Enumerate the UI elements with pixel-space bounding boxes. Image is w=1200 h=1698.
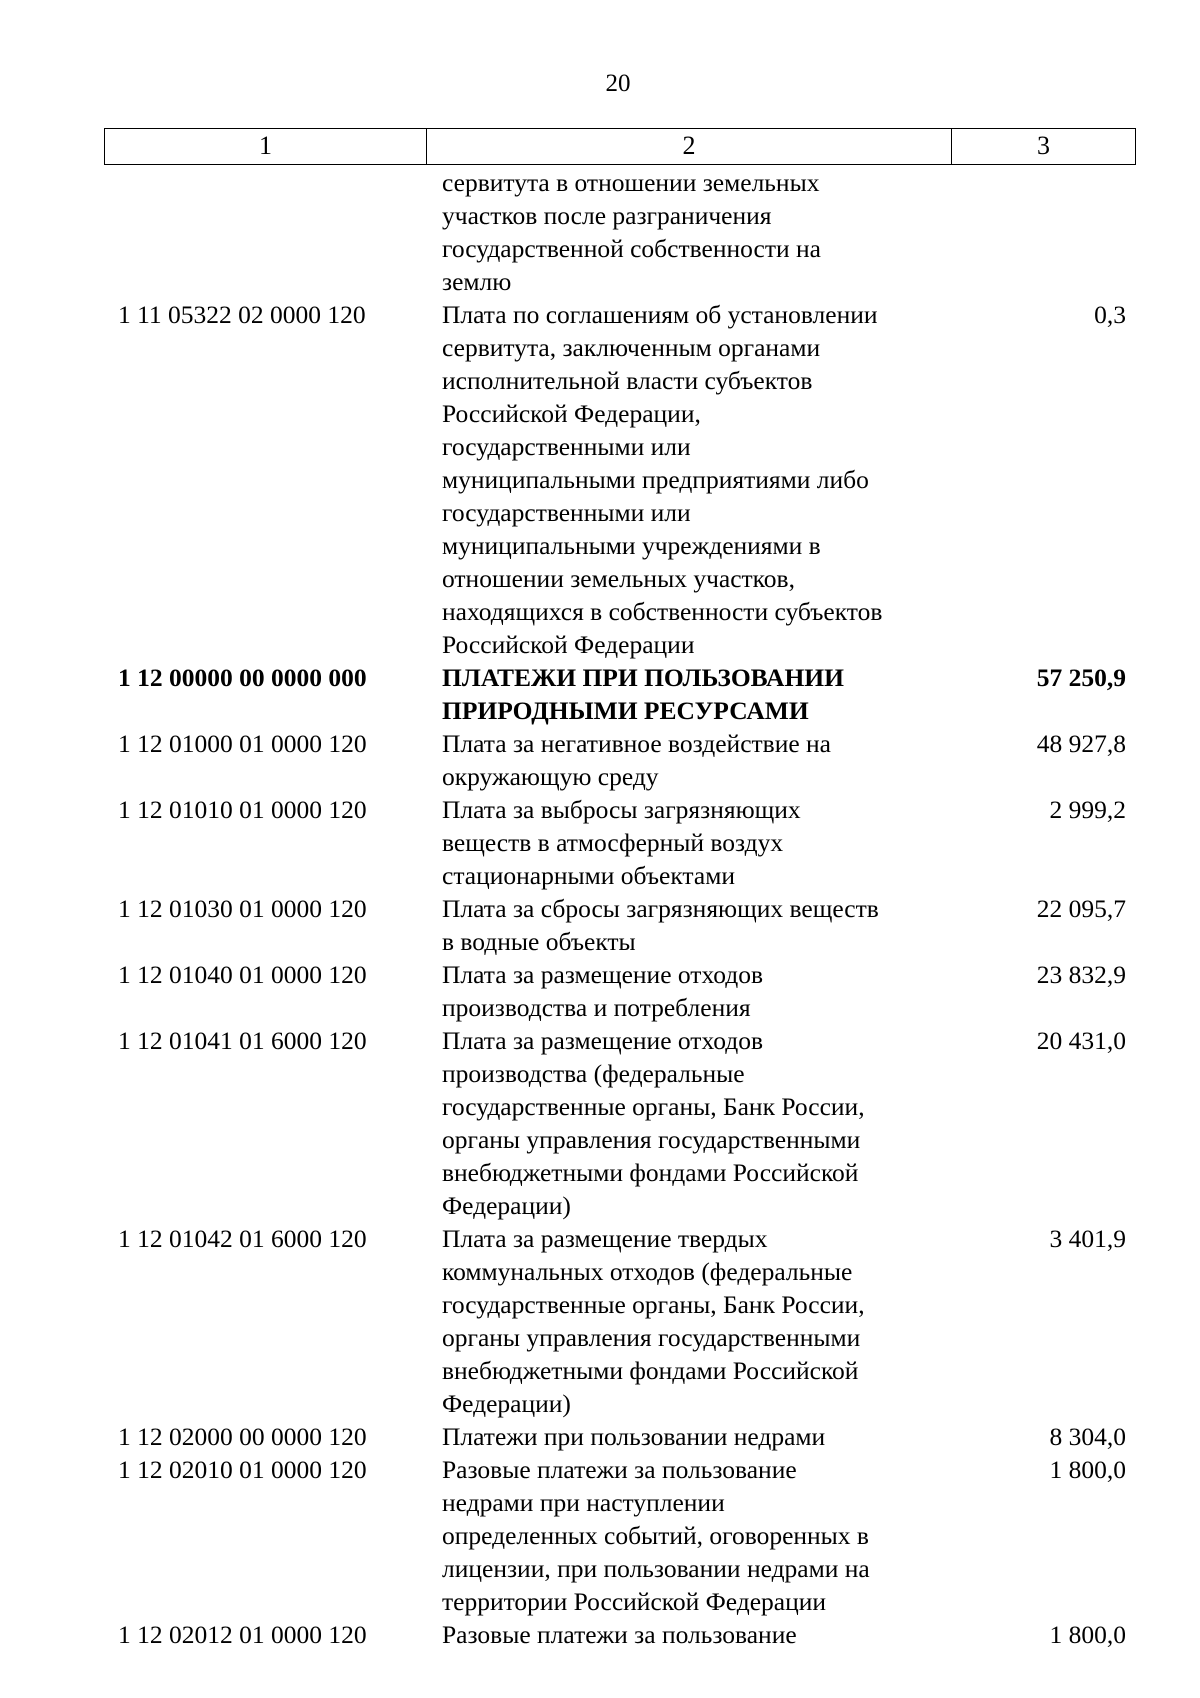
row-code: 1 12 00000 00 0000 000 bbox=[118, 663, 367, 692]
header-col-1: 1 bbox=[105, 129, 427, 164]
row-amount: 48 927,8 bbox=[1036, 729, 1126, 758]
table-row bbox=[104, 1222, 1136, 1420]
table-row bbox=[104, 166, 1136, 298]
row-code: 1 12 01030 01 0000 120 bbox=[118, 894, 367, 923]
header-col-2: 2 bbox=[427, 129, 952, 164]
row-amount: 20 431,0 bbox=[1036, 1026, 1126, 1055]
row-code: 1 12 01010 01 0000 120 bbox=[118, 795, 367, 824]
row-amount: 8 304,0 bbox=[1049, 1422, 1126, 1451]
row-description: Разовые платежи за пользование недрами при наступлении определенных событий, оговоренных в лицензии, при пользовании недрами на территории Российской Федерации bbox=[442, 1455, 870, 1616]
table-body bbox=[104, 166, 1136, 1651]
row-description: Плата за выбросы загрязняющих веществ в атмосферный воздух стационарными объектами bbox=[442, 795, 801, 890]
row-amount: 57 250,9 bbox=[1036, 663, 1126, 692]
row-code: 1 12 01042 01 6000 120 bbox=[118, 1224, 367, 1253]
table-row bbox=[104, 661, 1136, 727]
row-description: ПЛАТЕЖИ ПРИ ПОЛЬЗОВАНИИ ПРИРОДНЫМИ РЕСУРСАМИ bbox=[442, 663, 844, 725]
row-amount: 2 999,2 bbox=[1049, 795, 1126, 824]
row-description: Разовые платежи за пользование bbox=[442, 1620, 797, 1649]
row-description: Плата за размещение твердых коммунальных отходов (федеральные государственные органы, Банк России, органы управления государственными внебюджетными фондами Российской Федерации) bbox=[442, 1224, 865, 1418]
row-description: Плата за размещение отходов производства и потребления bbox=[442, 960, 764, 1022]
table-header bbox=[104, 128, 1136, 165]
row-code: 1 12 02012 01 0000 120 bbox=[118, 1620, 367, 1649]
table-row bbox=[104, 793, 1136, 892]
row-amount: 3 401,9 bbox=[1049, 1224, 1126, 1253]
page-number: 20 bbox=[605, 70, 631, 97]
row-amount: 1 800,0 bbox=[1049, 1620, 1126, 1649]
row-amount: 1 800,0 bbox=[1049, 1455, 1126, 1484]
row-amount: 0,3 bbox=[1094, 300, 1126, 329]
row-code: 1 12 02000 00 0000 120 bbox=[118, 1422, 367, 1451]
row-amount: 23 832,9 bbox=[1036, 960, 1126, 989]
header-col-3: 3 bbox=[1037, 131, 1050, 160]
table-row bbox=[104, 727, 1136, 793]
table-row bbox=[104, 892, 1136, 958]
row-amount: 22 095,7 bbox=[1036, 894, 1126, 923]
row-description: Плата за сбросы загрязняющих веществ в водные объекты bbox=[442, 894, 879, 956]
row-description: Плата за негативное воздействие на окружающую среду bbox=[442, 729, 831, 791]
row-description: Платежи при пользовании недрами bbox=[442, 1422, 826, 1451]
row-code: 1 12 01040 01 0000 120 bbox=[118, 960, 367, 989]
table-row bbox=[104, 1024, 1136, 1222]
row-code: 1 12 02010 01 0000 120 bbox=[118, 1455, 367, 1484]
table-row bbox=[104, 298, 1136, 661]
row-description: Плата за размещение отходов производства (федеральные государственные органы, Банк России, органы управления государственными внебюджетными фондами Российской Федерации) bbox=[442, 1026, 865, 1220]
table-row bbox=[104, 1420, 1136, 1453]
row-description: Плата по соглашениям об установлении сервитута, заключенным органами исполнительной власти субъектов Российской Федерации, государственными или муниципальными предприятиями либо государственными или муниципальными учреждениями в отношении земельных участков, находящихся в собственности субъектов Российской Федерации bbox=[442, 300, 883, 659]
row-code: 1 11 05322 02 0000 120 bbox=[118, 300, 366, 329]
table-row bbox=[104, 1618, 1136, 1651]
row-description: сервитута в отношении земельных участков после разграничения государственной собственности на землю bbox=[442, 168, 821, 296]
table-row bbox=[104, 958, 1136, 1024]
table-row bbox=[104, 1453, 1136, 1618]
row-code: 1 12 01000 01 0000 120 bbox=[118, 729, 367, 758]
row-code: 1 12 01041 01 6000 120 bbox=[118, 1026, 367, 1055]
